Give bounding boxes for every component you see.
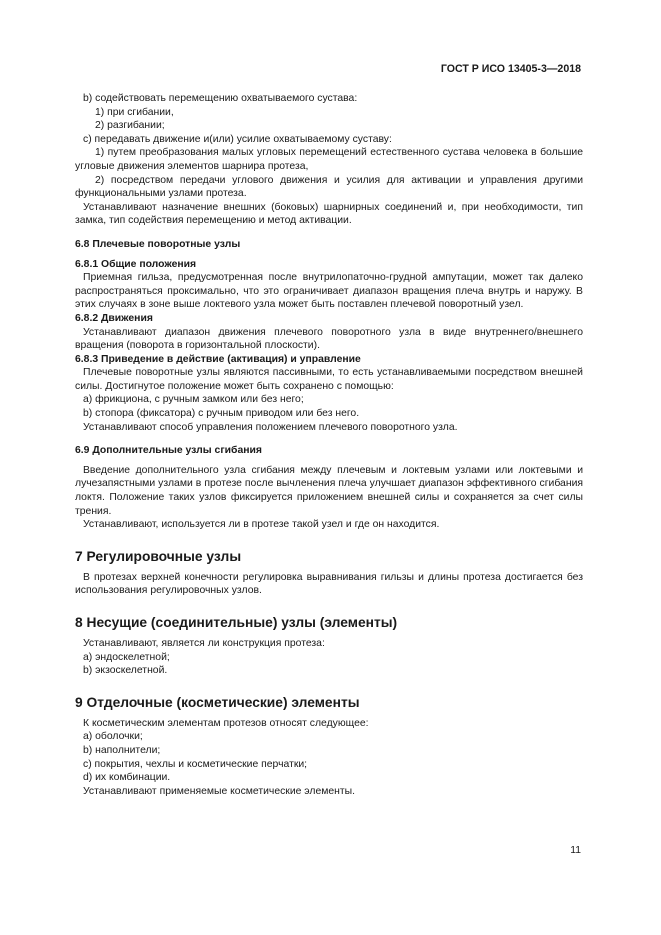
list-item: c) передавать движение и(или) усилие охватываемому суставу: <box>83 133 392 145</box>
section-title-6-8: 6.8 Плечевые поворотные узлы <box>75 238 241 250</box>
paragraph: Плечевые поворотные узлы являются пассивными, то есть устанавливаемыми посредством внешней силы. Достигнутое положение может быть сохранено с помощью: <box>75 367 583 392</box>
list-item: a) эндоскелетной; <box>83 651 170 663</box>
list-item: b) стопора (фиксатора) с ручным приводом или без него. <box>83 408 360 420</box>
list-item: b) содействовать перемещению охватываемого сустава: <box>83 93 358 104</box>
section-title-8: 8 Несущие (соединительные) узлы (элементы) <box>75 615 398 630</box>
section-title-6-9: 6.9 Дополнительные узлы сгибания <box>75 445 262 457</box>
list-item: d) их комбинации. <box>83 772 171 784</box>
subsection-title-6-8-3: 6.8.3 Приведение в действие (активация) и управление <box>75 353 361 365</box>
list-item: c) покрытия, чехлы и косметические перчатки; <box>83 758 308 770</box>
paragraph: Приемная гильза, предусмотренная после внутрилопаточно-грудной ампутации, может так далеко распространяться проксимально, что это ограничивает диапазон вращения плеча внутрь и наружу. В этих случаях в зоне выше локтевого узла может быть поставлен плечевой поворотный узел. <box>75 272 583 311</box>
paragraph: Устанавливают, является ли конструкция протеза: <box>83 638 325 649</box>
paragraph: В протезах верхней конечности регулировка выравнивания гильзы и длины протеза достигается без использования регулировочных узлов. <box>75 571 583 597</box>
list-item: b) наполнители; <box>83 744 161 756</box>
paragraph: К косметическим элементам протезов относят следующее: <box>83 717 369 729</box>
section-title-7: 7 Регулировочные узлы <box>75 548 242 564</box>
paragraph: Устанавливают назначение внешних (боковых) шарнирных соединений и, при необходимости, тип замка, тип содействия перемещению и метод активации. <box>75 201 583 227</box>
paragraph: Устанавливают диапазон движения плечевого поворотного узла в виде внутреннего/внешнего вращения (поворота в горизонтальной плоскости). <box>75 326 583 352</box>
list-item: 1) при сгибании, <box>95 106 174 118</box>
paragraph: Введение дополнительного узла сгибания между плечевым и локтевым узлами или локтевыми и лучезапястными узлами в протезе после вычленения плеча улучшает диапазон эффективного сгибания локтя. Положение таких узлов фиксируется приложением внешней силы и сохраняется за счет силы трения. <box>75 464 583 517</box>
document-body <box>75 92 583 798</box>
section-title-9: 9 Отделочные (косметические) элементы <box>75 694 360 710</box>
subsection-title-6-8-1: 6.8.1 Общие положения <box>75 258 197 270</box>
list-item: a) фрикциона, с ручным замком или без него; <box>83 394 304 406</box>
list-item: 2) посредством передачи углового движения и усилия для активации и управления другими функциональными узлами протеза. <box>75 174 583 200</box>
page-number: 11 <box>570 845 581 856</box>
list-item: 2) разгибании; <box>95 120 165 132</box>
list-item: b) экзоскелетной. <box>83 665 168 677</box>
list-item: 1) путем преобразования малых угловых перемещений естественного сустава человека в большие угловые движения элементов шарнира протеза, <box>75 147 583 172</box>
paragraph: Устанавливают способ управления положением плечевого поворотного узла. <box>83 421 458 433</box>
document-header: ГОСТ Р ИСО 13405-3—2018 <box>440 63 581 75</box>
subsection-title-6-8-2: 6.8.2 Движения <box>75 312 153 324</box>
paragraph: Устанавливают применяемые косметические элементы. <box>83 785 356 797</box>
paragraph: Устанавливают, используется ли в протезе такой узел и где он находится. <box>83 519 440 531</box>
list-item: a) оболочки; <box>83 731 143 743</box>
